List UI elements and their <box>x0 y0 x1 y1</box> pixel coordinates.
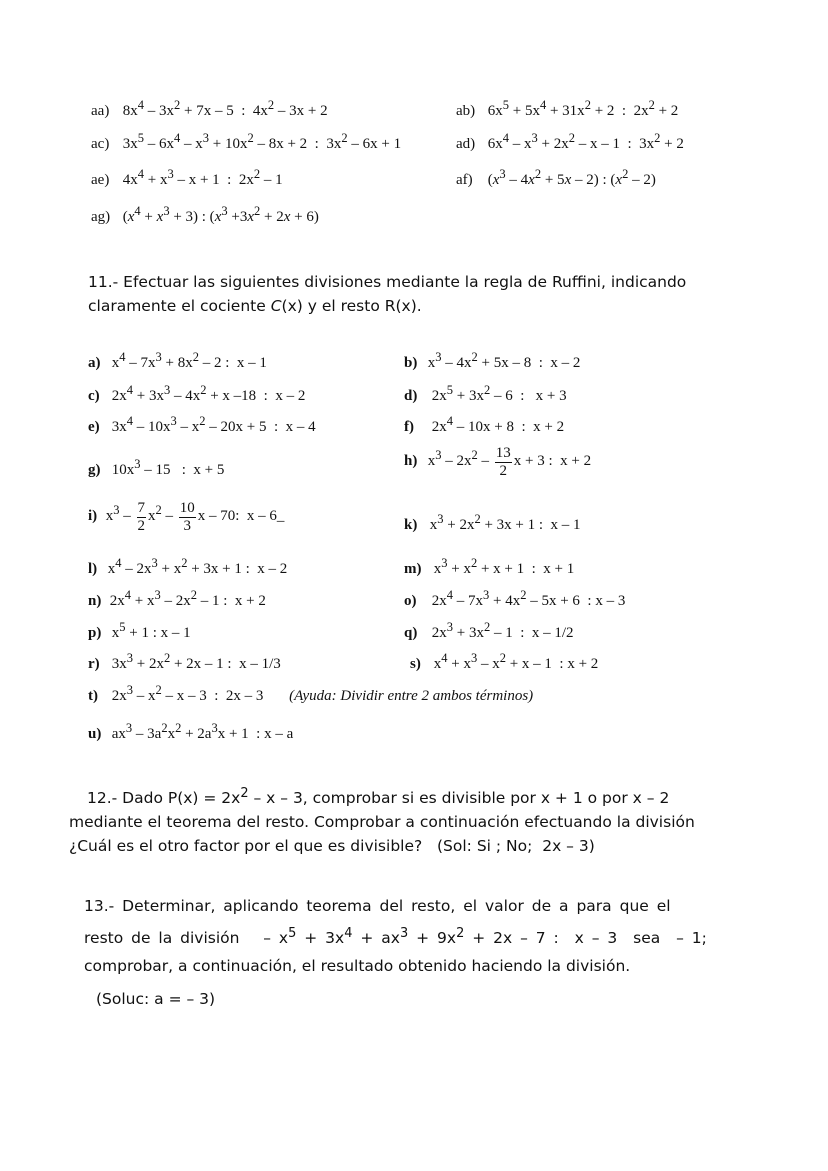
exercise-label: ae) <box>91 172 110 188</box>
ruffini-u <box>88 721 293 743</box>
exercise-hint: (Ayuda: Dividir entre 2 ambos términos) <box>289 688 534 704</box>
ruffini-a <box>88 350 267 372</box>
exercise-label: i) <box>88 508 98 525</box>
section-12-line2: mediante el teorema del resto. Comprobar a continuación efectuando la división <box>69 813 695 832</box>
exercise-expression: $(x^4 + x^3 + 3)$ : $(x^3 +3x^2 + 2x + 6)$ <box>122 204 319 225</box>
exercise-expression: $(x^3 - 4x^2 + 5x - 2)$ : $(x^2 - 2)$ <box>487 167 656 188</box>
exercise-label: a) <box>88 355 101 371</box>
exercise-label: h) <box>404 453 418 470</box>
exercise-expression: $x^5 + 1$ : x – 1 <box>111 620 191 641</box>
section-13-line1: 13.- Determinar, aplicando teorema del resto, el valor de a para que el <box>84 897 671 915</box>
section-12-line1: 12.- Dado $P(x) = 2x^2 - x - 3$, comprobar si es divisible por x + 1 o por x – 2 <box>87 786 670 808</box>
exercise-label: l) <box>88 561 98 577</box>
ruffini-r <box>88 651 281 673</box>
section-13 <box>84 892 774 980</box>
exercise-label: c) <box>88 388 100 404</box>
exercise-label: f) <box>404 419 414 435</box>
exercise-ac <box>91 131 401 153</box>
section-13-line3: comprobar, a continuación, el resultado obtenido haciendo la división. <box>84 957 631 976</box>
ruffini-o <box>404 588 625 610</box>
ruffini-t <box>88 683 533 705</box>
exercise-expression: $2x^5 + 3x^2 - 6$ : x + 3 <box>431 383 567 404</box>
exercise-label: d) <box>404 388 418 404</box>
exercise-expression: $2x^4 - 7x^3 + 4x^2 - 5x + 6$ : x – 3 <box>431 588 626 609</box>
exercise-expression: $10x^3 - 15$ : x + 5 <box>111 457 225 478</box>
exercise-label: ad) <box>456 136 476 152</box>
section-11-heading <box>88 270 768 318</box>
exercise-expression: $8x^4 - 3x^2 + 7x - 5$ : $4x^2 - 3x + 2$ <box>122 98 328 119</box>
exercise-expression: $3x^3 + 2x^2 + 2x - 1$ : x – 1/3 <box>111 651 281 672</box>
ruffini-p <box>88 620 191 642</box>
exercise-label: ab) <box>456 103 476 119</box>
exercise-label: af) <box>456 172 473 188</box>
exercise-expression: $6x^5 + 5x^4 + 31x^2 + 2$ : $2x^2 + 2$ <box>487 98 679 119</box>
section-11-title-line1: 11.- Efectuar las siguientes divisiones mediante la regla de Ruffini, indicando <box>88 273 687 291</box>
section-12 <box>69 782 769 858</box>
exercise-expression: $x^3 + x^2 + x + 1$ : x + 1 <box>433 556 575 577</box>
exercise-label: g) <box>88 462 101 478</box>
exercise-expression: $x^3 - 4x^2 + 5x - 8$ : x – 2 <box>427 350 581 371</box>
ruffini-h <box>404 445 591 479</box>
ruffini-k <box>404 512 581 534</box>
exercise-label: o) <box>404 593 417 609</box>
exercise-label: ag) <box>91 209 111 225</box>
ruffini-i <box>88 500 284 534</box>
ruffini-g <box>88 457 224 479</box>
exercise-label: t) <box>88 688 98 704</box>
ruffini-b <box>404 350 580 372</box>
exercise-label: r) <box>88 656 100 672</box>
ruffini-m <box>404 556 574 578</box>
exercise-ab <box>456 98 678 120</box>
exercise-label: aa) <box>91 103 110 119</box>
exercise-label: k) <box>404 517 418 533</box>
exercise-expression: $3x^5 - 6x^4 - x^3 + 10x^2 - 8x + 2$ : $3x^2 - 6x + 1$ <box>122 131 402 152</box>
ruffini-d <box>404 383 567 405</box>
ruffini-f <box>404 414 564 436</box>
exercise-expression: $x^4 - 7x^3 + 8x^2 - 2$ : x – 1 <box>111 350 267 371</box>
section-13-solution: (Soluc: a = – 3) <box>96 990 216 1008</box>
exercise-expression: $2x^3 - x^2$ – x – 3 : 2x – 3 <box>111 683 264 704</box>
exercise-label: s) <box>410 656 421 672</box>
section-11-title-line2: claramente el cociente C(x) y el resto R(x). <box>88 297 422 315</box>
exercise-expression: $2x^4 + 3x^3 - 4x^2 + x$ –18 : x – 2 <box>111 383 306 404</box>
exercise-label: b) <box>404 355 418 371</box>
exercise-expression: $2x^4 - 10x + 8$ : x + 2 <box>431 414 565 435</box>
exercise-expression: $4x^4 + x^3 - x + 1$ : $2x^2 - 1$ <box>122 167 283 188</box>
ruffini-e <box>88 414 316 436</box>
exercise-label: u) <box>88 726 102 742</box>
exercise-expression: $x^3 + 2x^2 + 3x + 1$ : x – 1 <box>429 512 581 533</box>
exercise-expression: $6x^4 - x^3 + 2x^2 - x - 1$ : $3x^2 + 2$ <box>487 131 684 152</box>
exercise-label: p) <box>88 625 102 641</box>
exercise-expression: $2x^4 + x^3 - 2x^2 - 1$ : x + 2 <box>109 588 266 609</box>
ruffini-n <box>88 588 266 610</box>
exercise-ae <box>91 167 283 189</box>
exercise-expression: $x^4 - 2x^3 + x^2 + 3x + 1$ : x – 2 <box>107 556 288 577</box>
ruffini-q <box>404 620 574 642</box>
exercise-expression: $3x^4 - 10x^3 - x^2 - 20x + 5$ : x – 4 <box>111 414 316 435</box>
section-12-line3: ¿Cuál es el otro factor por el que es divisible? (Sol: Si ; No; 2x – 3) <box>69 837 595 856</box>
exercise-af <box>456 167 656 189</box>
exercise-expression: $x^3 - 2x^2$ – $\frac{13}{2}$ x + 3 : x + 2 <box>427 445 592 479</box>
exercise-aa <box>91 98 328 120</box>
ruffini-s <box>410 651 598 673</box>
exercise-expression: $ax^3 - 3a^2x^2 + 2a^3x + 1$ : x – a <box>111 721 294 742</box>
exercise-label: q) <box>404 625 418 641</box>
exercise-ad <box>456 131 684 153</box>
ruffini-c <box>88 383 305 405</box>
exercise-expression: $x^3$ – $\frac{7}{2}$ $x^2$ – $\frac{10}{3}$ x – 70: x – 6_ <box>105 500 285 534</box>
ruffini-l <box>88 556 287 578</box>
section-13-line2: resto de la división – $x^5 + 3x^4 + ax^3 + 9x^2 + 2x - 7$ : x – 3 sea – 1; <box>84 926 707 948</box>
exercise-label: e) <box>88 419 100 435</box>
exercise-label: ac) <box>91 136 110 152</box>
exercise-label: n) <box>88 593 102 609</box>
exercise-expression: $x^4 + x^3 - x^2 + x - 1$ : x + 2 <box>433 651 599 672</box>
exercise-label: m) <box>404 561 422 577</box>
exercise-expression: $2x^3 + 3x^2 - 1$ : x – 1/2 <box>431 620 574 641</box>
exercise-ag <box>91 204 319 226</box>
